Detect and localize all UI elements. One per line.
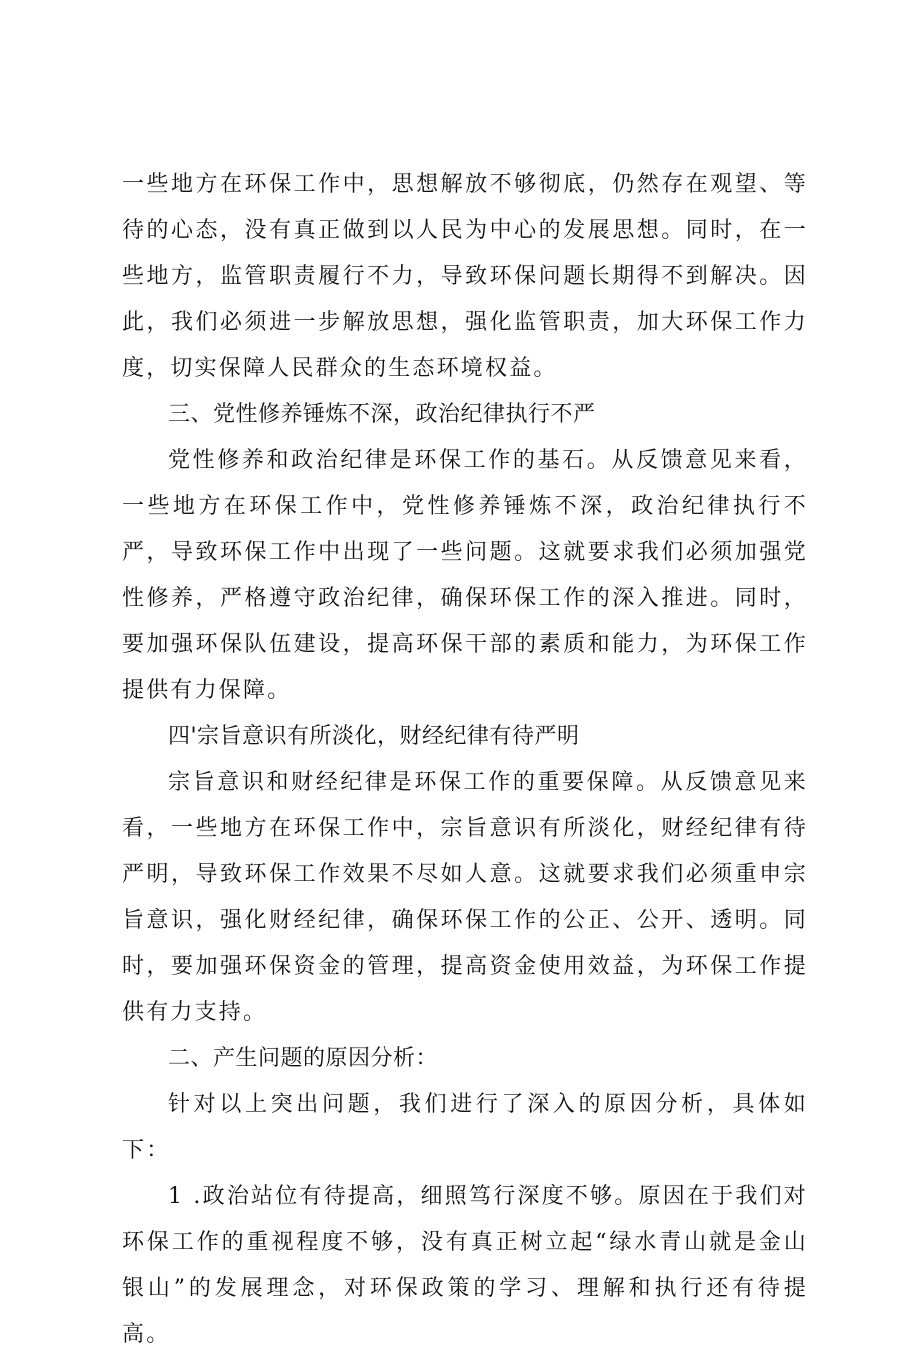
paragraph-supervision: 一些地方在环保工作中，思想解放不够彻底，仍然存在观望、等待的心态，没有真正做到以人民为中心的发展思想。同时，在一些地方，监管职责履行不力，导致环保问题长期得不到解决。因此，我们必须进一步解放思想，强化监管职责，加大环保工作力度，切实保障人民群众的生态环境权益。 xyxy=(122,172,808,381)
document-body xyxy=(122,162,808,1358)
paragraph-purpose-finance: 宗旨意识和财经纪律是环保工作的重要保障。从反馈意见来看，一些地方在环保工作中，宗旨意识有所淡化，财经纪律有待严明，导致环保工作效果不尽如人意。这就要求我们必须重申宗旨意识，强化财经纪律，确保环保工作的公正、公开、透明。同时，要加强环保资金的管理，提高资金使用效益，为环保工作提供有力支持。 xyxy=(122,770,808,1025)
paragraph-cause-1: 1 .政治站位有待提高，细照笃行深度不够。原因在于我们对环保工作的重视程度不够，没有真正树立起“绿水青山就是金山银山”的发展理念，对环保政策的学习、理解和执行还有待提高。 xyxy=(122,1184,808,1347)
paragraph-cause-intro: 针对以上突出问题，我们进行了深入的原因分析，具体如下： xyxy=(122,1092,808,1163)
heading-party-discipline: 三、党性修养锤炼不深，政治纪律执行不严 xyxy=(168,402,596,427)
heading-purpose-finance: 四'宗旨意识有所淡化，财经纪律有待严明 xyxy=(168,724,580,749)
heading-cause-analysis: 二、产生问题的原因分析： xyxy=(168,1046,439,1071)
paragraph-party-discipline: 党性修养和政治纪律是环保工作的基石。从反馈意见来看，一些地方在环保工作中，党性修养锤炼不深，政治纪律执行不严，导致环保工作中出现了一些问题。这就要求我们必须加强党性修养，严格遵守政治纪律，确保环保工作的深入推进。同时，要加强环保队伍建设，提高环保干部的素质和能力，为环保工作提供有力保障。 xyxy=(122,448,808,703)
